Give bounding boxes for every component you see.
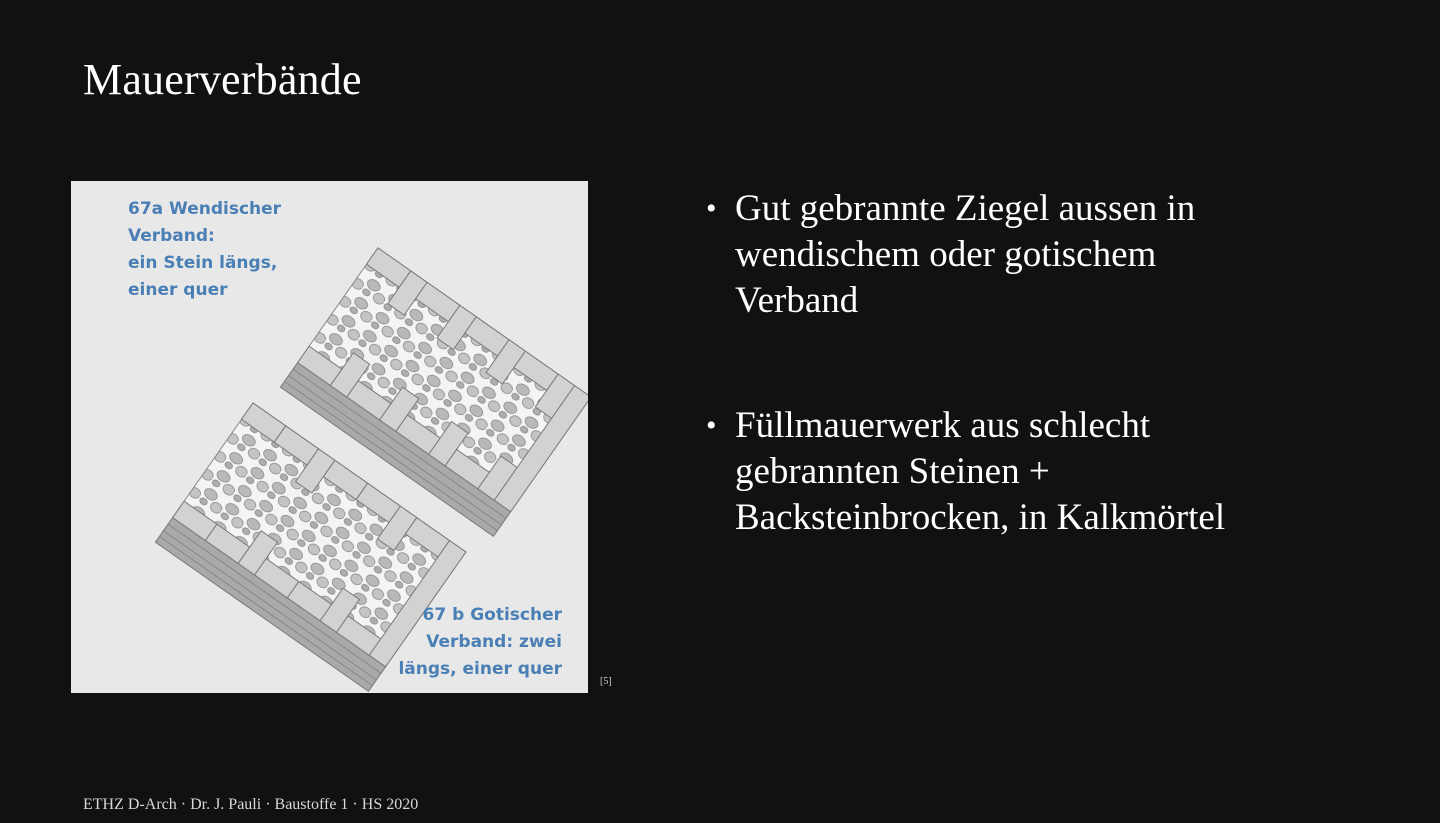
source-reference: [5] xyxy=(600,676,612,687)
bullet-line: Verband xyxy=(735,280,859,321)
bullet-marker: • xyxy=(706,192,717,225)
bullet-item xyxy=(706,403,1406,541)
bullet-line: gebrannten Steinen + xyxy=(735,451,1050,492)
masonry-bond-figure xyxy=(71,181,588,693)
caption-67a-line: Verband: xyxy=(128,226,215,246)
caption-67a xyxy=(128,196,281,304)
caption-67b-line: Verband: zwei xyxy=(426,632,562,652)
caption-67a-line: 67a Wendischer xyxy=(128,199,282,219)
caption-67b-line: längs, einer quer xyxy=(398,659,562,679)
bullet-line: Backsteinbrocken, in Kalkmörtel xyxy=(735,497,1226,538)
caption-67b xyxy=(398,602,562,683)
bullet-line: wendischem oder gotischem xyxy=(735,234,1157,275)
bullet-marker: • xyxy=(706,409,717,442)
slide-footer: ETHZ D-Arch · Dr. J. Pauli · Baustoffe 1 · HS 2020 xyxy=(83,796,419,813)
caption-67b-line: 67 b Gotischer xyxy=(422,605,562,625)
bullet-line: Füllmauerwerk aus schlecht xyxy=(735,405,1151,446)
bullet-line: Gut gebrannte Ziegel aussen in xyxy=(735,188,1196,229)
caption-67a-line: einer quer xyxy=(128,280,228,300)
bullet-list xyxy=(706,186,1406,620)
bullet-item xyxy=(706,186,1406,324)
caption-67a-line: ein Stein längs, xyxy=(128,253,278,273)
slide-title: Mauerverbände xyxy=(83,55,362,104)
